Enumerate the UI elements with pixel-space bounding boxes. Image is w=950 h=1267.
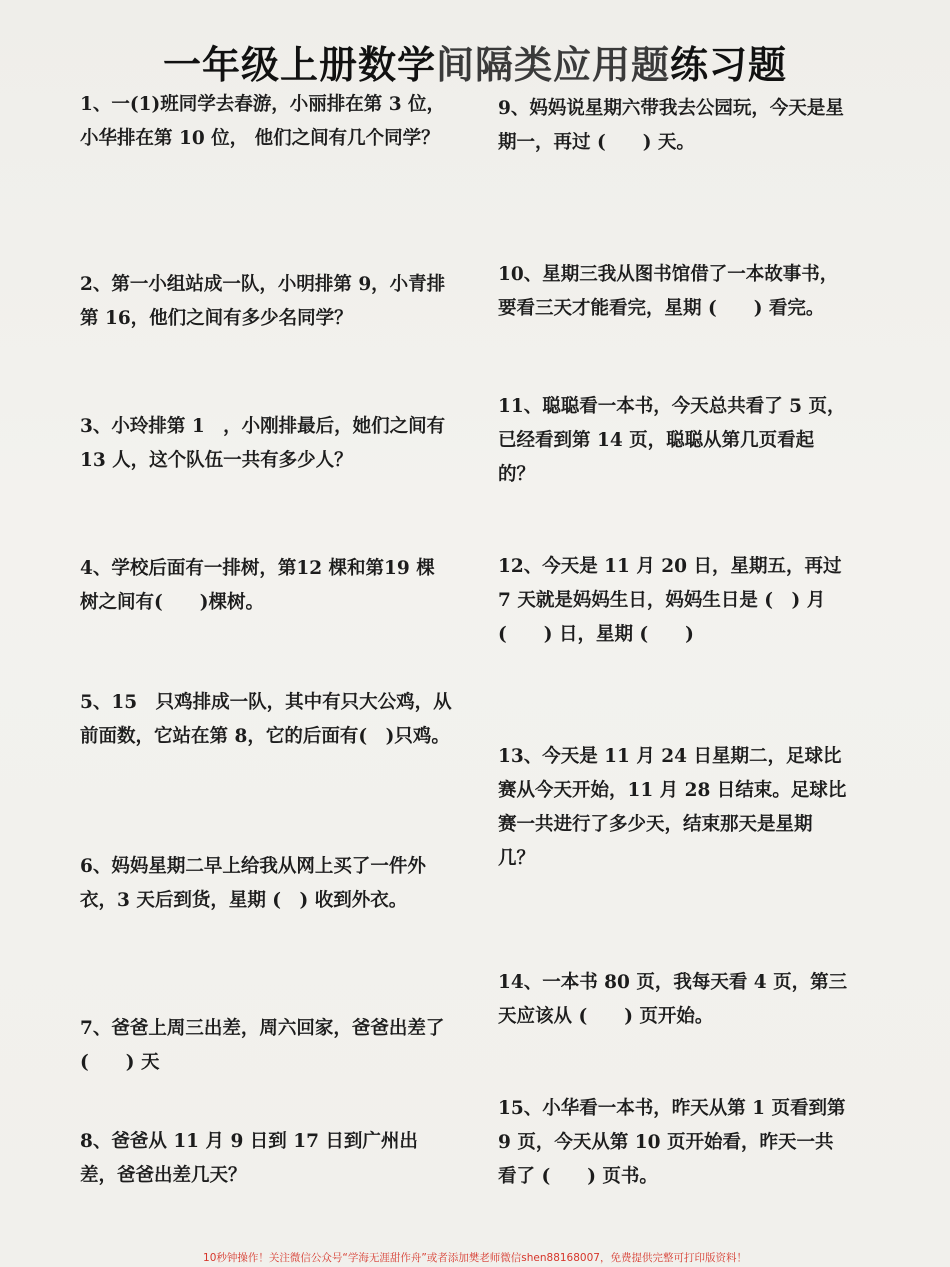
question-1: 1、一(1)班同学去春游，小丽排在第 3 位，小华排在第 10 位， 他们之间有几个同学？ (80, 94, 446, 149)
question-8: 8、爸爸从 11 月 9 日到 17 日到广州出差，爸爸出差几天？ (80, 1131, 418, 1186)
question-15: 15、小华看一本书，昨天从第 1 页看到第 9 页，今天从第 10 页开始看，昨天一共看了 ( ) 页书。 (498, 1098, 846, 1187)
question-13: 13、今天是 11 月 24 日星期二，足球比赛从今天开始，11 月 28 日结束。足球比赛一共进行了多少天，结束那天是星期几？ (498, 746, 847, 869)
question-9: 9、妈妈说星期六带我去公园玩，今天是星期一，再过 ( ) 天。 (498, 98, 844, 153)
footer-notice: 10秒钟操作！关注微信公众号“学海无涯甜作舟”或者添加樊老师微信shen88168007，免费提供完整可打印版资料！ (203, 1252, 747, 1264)
question-3: 3、小玲排第 1 ，小刚排最后，她们之间有 13 人，这个队伍一共有多少人？ (80, 416, 446, 471)
question-10: 10、星期三我从图书馆借了一本故事书，要看三天才能看完，星期 ( ) 看完。 (498, 264, 839, 319)
question-7: 7、爸爸上周三出差，周六回家，爸爸出差了 ( ) 天 (80, 1018, 445, 1073)
page-title (0, 34, 950, 89)
question-2: 2、第一小组站成一队，小明排第 9，小青排第 16，他们之间有多少名同学？ (80, 274, 446, 329)
title-part-2: 间隔类应用题 (435, 43, 670, 87)
question-14: 14、一本书 80 页，我每天看 4 页，第三天应该从 ( ) 页开始。 (498, 972, 848, 1027)
question-12: 12、今天是 11 月 20 日，星期五，再过 7 天就是妈妈生日，妈妈生日是 ( ) 月 ( ) 日，星期 ( ) (498, 556, 842, 645)
question-11: 11、聪聪看一本书，今天总共看了 5 页，已经看到第 14 页，聪聪从第几页看起的？ (498, 396, 846, 485)
title-part-1: 一年级上册数学 (162, 43, 436, 87)
title-part-3: 练习题 (670, 43, 788, 87)
question-6: 6、妈妈星期二早上给我从网上买了一件外衣，3 天后到货，星期 ( ) 收到外衣。 (80, 856, 426, 911)
question-4: 4、学校后面有一排树，第12 棵和第19 棵树之间有( )棵树。 (80, 558, 435, 613)
question-5: 5、15 只鸡排成一队，其中有只大公鸡，从前面数，它站在第 8，它的后面有( )只鸡。 (80, 692, 452, 747)
